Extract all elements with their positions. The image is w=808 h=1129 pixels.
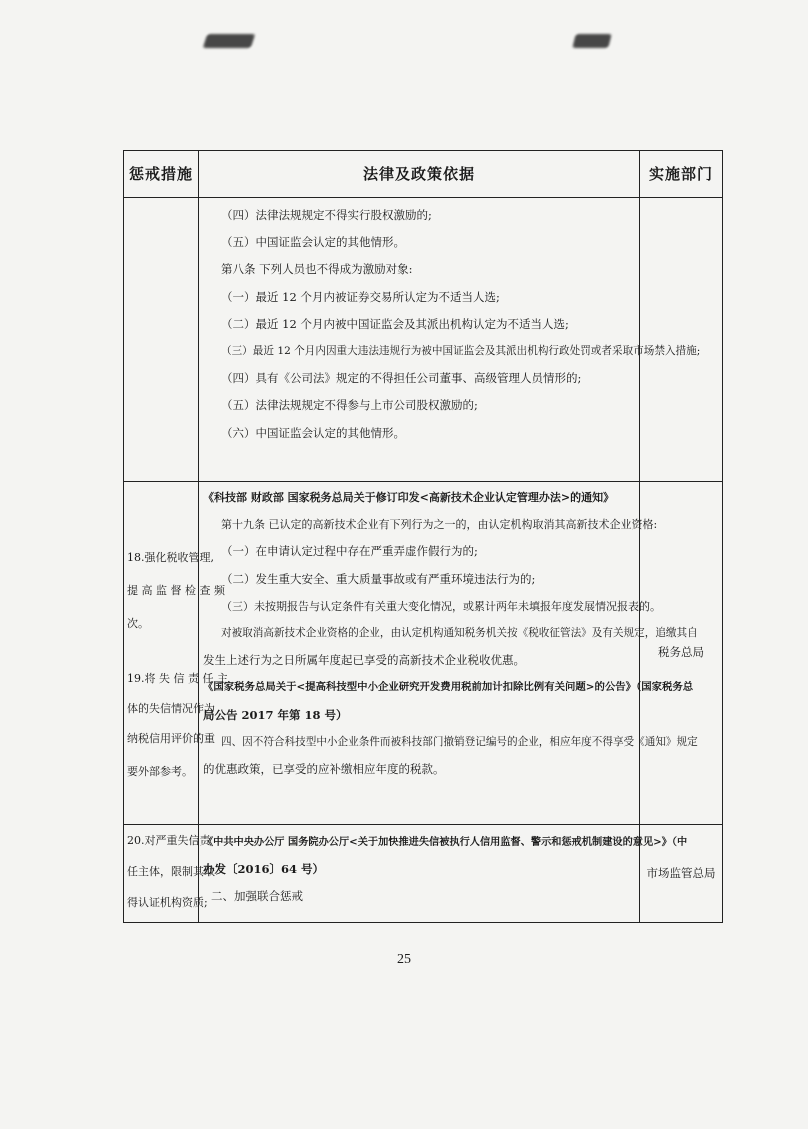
header-legal-basis: 法律及政策依据 [199,151,640,198]
basis-line: 办发〔2016〕64 号） [203,862,325,877]
basis-line: 第八条 下列人员也不得成为激励对象: [221,262,413,277]
measures-cell [124,482,228,825]
header-measures: 惩戒措施 [124,151,199,198]
measure-line: 纳税信用评价的重 [127,732,215,745]
page-number: 25 [397,952,411,967]
basis-line: 《科技部 财政部 国家税务总局关于修订印发<高新技术企业认定管理办法>的通知》 [203,491,615,504]
header-department: 实施部门 [640,151,723,198]
basis-line: 发生上述行为之日所属年度起已享受的高新技术企业税收优惠。 [203,653,525,668]
basis-line: （二）发生重大安全、重大质量事故或有严重环境违法行为的; [221,571,536,586]
basis-line: 二、加强联合惩戒 [211,889,303,904]
basis-line: （四）法律法规规定不得实行股权激励的; [221,208,432,222]
measure-line: 20.对严重失信责 [127,834,211,847]
table-header-row [124,151,723,198]
measures-cell-empty [124,198,199,482]
basis-line: （三）最近 12 个月内因重大违法违规行为被中国证监会及其派出机构行政处罚或者采取市场禁入措施; [221,344,701,357]
basis-line: （五）法律法规规定不得参与上市公司股权激励的; [221,398,478,413]
basis-line: 四、因不符合科技型中小企业条件而被科技部门撤销登记编号的企业，相应年度不得享受《通知》规定 [221,735,698,748]
basis-line: （六）中国证监会认定的其他情形。 [221,425,405,440]
basis-line: （四）具有《公司法》规定的不得担任公司董事、高级管理人员情形的; [221,371,582,386]
basis-line: （三）未按期报告与认定条件有关重大变化情况，或累计两年未填报年度发展情况报表的。 [221,599,661,613]
legal-basis-cell [199,482,698,825]
legal-basis-cell [199,198,701,482]
basis-line: （一）在申请认定过程中存在严重弄虚作假行为的; [221,544,478,559]
table-row [124,825,723,923]
measure-line: 提 高 监 督 检 查 频 [127,584,225,597]
basis-line: 《国家税务总局关于<提高科技型中小企业研究开发费用税前加计扣除比例有关问题>的公告》（国家税务总 [203,681,694,694]
department-cell: 市场监管总局 [640,825,723,923]
scan-artifact-left [203,34,256,48]
measures-cell [124,825,215,923]
table-row [124,198,723,482]
basis-line: （五）中国证监会认定的其他情形。 [221,235,405,250]
basis-line: （一）最近 12 个月内被证券交易所认定为不适当人选; [221,289,500,304]
measure-line: 18.强化税收管理, [127,551,214,564]
department-cell: 税务总局 [640,482,723,825]
scan-artifact-right [572,34,611,48]
measure-line: 得认证机构资质; [127,896,208,909]
basis-line: （二）最近 12 个月内被中国证监会及其派出机构认定为不适当人选; [221,316,569,331]
punishment-measures-table [123,150,723,923]
basis-line: 局公告 2017 年第 18 号） [203,707,348,722]
basis-line: 的优惠政策，已享受的应补缴相应年度的税款。 [203,761,445,776]
measure-line: 任主体，限制其取 [127,865,215,878]
basis-line: 第十九条 已认定的高新技术企业有下列行为之一的，由认定机构取消其高新技术企业资格: [221,518,658,532]
table-row [124,482,723,825]
measure-line: 体的失信情况作为 [127,702,215,715]
basis-line: 对被取消高新技术企业资格的企业，由认定机构通知税务机关按《税收征管法》及有关规定，追缴其自 [221,626,698,639]
basis-line: 《中共中央办公厅 国务院办公厅<关于加快推进失信被执行人信用监督、警示和惩戒机制建设的意见>》（中 [203,836,688,848]
measure-line: 要外部参考。 [127,765,193,778]
measure-line: 19.将 失 信 责 任 主 [127,672,228,685]
measure-line: 次。 [127,617,149,630]
